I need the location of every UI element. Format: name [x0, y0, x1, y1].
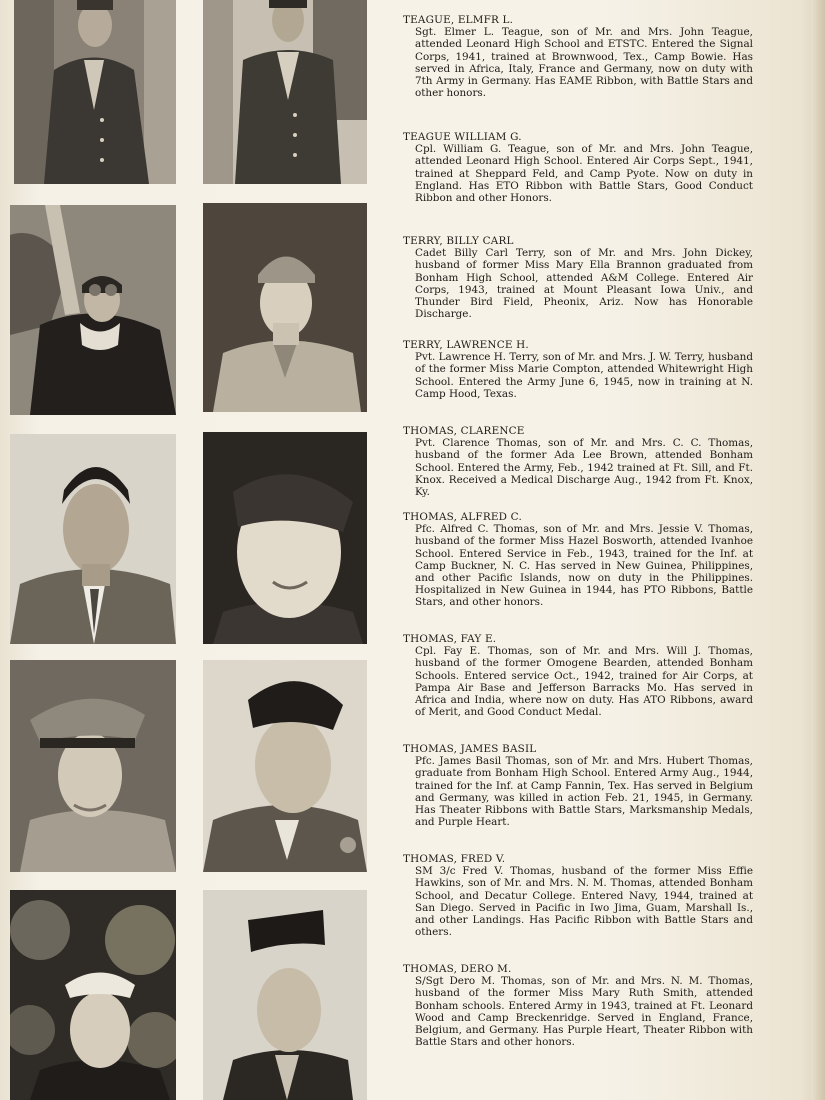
entry-name: THOMAS, FRED V.	[403, 853, 506, 865]
portrait-photo-thomas-james	[203, 660, 367, 872]
entry-text: SM 3/c Fred V. Thomas, husband of the former Miss Effie Hawkins, son of Mr. and Mrs. N. M. Thomas, attended Bonham School, and Decatur College. Entered Navy, 1944, trained at San Diego. Served in Pacific in Iwo Jima, Guam, Marshall Is., and other Landings. Has Pacific Ribbon with Battle Stars and others.	[415, 865, 753, 939]
entry-text: Pvt. Clarence Thomas, son of Mr. and Mrs. C. C. Thomas, husband of the former Ada Lee Brown, attended Bonham School. Entered the Army, Feb., 1942 trained at Ft. Sill, and Ft. Knox. Received a Medical Discharge Aug., 1942 from Ft. Knox, Ky.	[415, 437, 753, 499]
portrait-photo-thomas-dero	[203, 890, 367, 1100]
portrait-photo-thomas-fred	[10, 890, 176, 1100]
portrait-photo-terry-lawrence	[203, 203, 367, 412]
entry-name: THOMAS, JAMES BASIL	[403, 743, 537, 755]
entry-thomas-fay	[403, 633, 753, 718]
entry-name: TERRY, LAWRENCE H.	[403, 339, 529, 351]
entry-teague-elmer	[403, 14, 753, 99]
entry-thomas-james	[403, 743, 753, 828]
entry-terry-lawrence	[403, 339, 753, 400]
page-edge	[811, 0, 825, 1100]
entry-name: TEAGUE WILLIAM G.	[403, 131, 522, 143]
entry-name: THOMAS, CLARENCE	[403, 425, 525, 437]
entry-thomas-dero	[403, 963, 753, 1048]
entry-name: TERRY, BILLY CARL	[403, 235, 514, 247]
portrait-photo-thomas-clarence	[10, 434, 176, 644]
entry-text: Pvt. Lawrence H. Terry, son of Mr. and Mrs. J. W. Terry, husband of the former Miss Marie Compton, attended Whitewright High School. Entered the Army June 6, 1945, now in training at N. Camp Hood, Texas.	[415, 351, 753, 400]
entry-text: Pfc. James Basil Thomas, son of Mr. and Mrs. Hubert Thomas, graduate from Bonham High School. Entered Army Aug., 1944, trained for the Inf. at Camp Fannin, Tex. Has served in Belgium and Germany, was killed in action Feb. 21, 1945, in Germany. Has Theater Ribbons with Battle Stars, Marksmanship Medals, and Purple Heart.	[415, 755, 753, 829]
entry-text: Cpl. Fay E. Thomas, son of Mr. and Mrs. Will J. Thomas, husband of the former Omogene Bearden, attended Bonham Schools. Entered service Oct., 1942, trained for Air Corps, at Pampa Air Base and Jefferson Barracks Mo. Has served in Africa and India, where now on duty. Has ATO Ribbons, award of Merit, and Good Conduct Medal.	[415, 645, 753, 719]
portrait-photo-thomas-alfred	[203, 432, 367, 644]
entry-text: Cadet Billy Carl Terry, son of Mr. and Mrs. John Dickey, husband of former Miss Mary Ella Brannon graduated from Bonham High School, attended A&M College. Entered Air Corps, 1943, trained at Mount Pleasant Iowa Univ., and Thunder Bird Field, Pheonix, Ariz. Now has Honorable Discharge.	[415, 247, 753, 321]
portrait-photo-thomas-fay	[10, 660, 176, 872]
entry-thomas-alfred	[403, 511, 753, 609]
entry-teague-william	[403, 131, 753, 204]
entry-terry-billy	[403, 235, 753, 320]
entry-name: THOMAS, ALFRED C.	[403, 511, 522, 523]
entry-thomas-clarence	[403, 425, 753, 498]
entry-text: Pfc. Alfred C. Thomas, son of Mr. and Mrs. Jessie V. Thomas, husband of the former Miss Hazel Bosworth, attended Ivanhoe School. Entered Service in Feb., 1943, trained for the Inf. at Camp Buckner, N. C. Has served in New Guinea, Philippines, and other Pacific Islands, now on duty in the Philippines. Hospitalized in New Guinea in 1944, has PTO Ribbons, Battle Stars, and other honors.	[415, 523, 753, 609]
entry-text: Cpl. William G. Teague, son of Mr. and Mrs. John Teague, attended Leonard High School. Entered Air Corps Sept., 1941, trained at Sheppard Feld, and Camp Pyote. Now on duty in England. Has ETO Ribbon with Battle Stars, Good Conduct Ribbon and other Honors.	[415, 143, 753, 205]
portrait-photo-terry-billy	[10, 205, 176, 415]
entry-text: Sgt. Elmer L. Teague, son of Mr. and Mrs. John Teague, attended Leonard High School and ETSTC. Entered the Signal Corps, 1941, trained at Brownwood, Tex., Camp Bowie. Has served in Africa, Italy, France and Germany, now on duty with 7th Army in Germany. Has EAME Ribbon, with Battle Stars and other honors.	[415, 26, 753, 100]
portrait-photo-teague-william	[203, 0, 367, 184]
entry-name: THOMAS, DERO M.	[403, 963, 512, 975]
entry-text: S/Sgt Dero M. Thomas, son of Mr. and Mrs. N. M. Thomas, husband of the former Miss Mary Ruth Smith, attended Bonham schools. Entered Army in 1943, trained at Ft. Leonard Wood and Camp Breckenridge. Served in England, France, Belgium, and Germany. Has Purple Heart, Theater Ribbon with Battle Stars and other honors.	[415, 975, 753, 1049]
entry-name: THOMAS, FAY E.	[403, 633, 497, 645]
portrait-photo-teague-elmer	[14, 0, 176, 184]
entry-thomas-fred	[403, 853, 753, 938]
entry-name: TEAGUE, ELMFR L.	[403, 14, 514, 26]
